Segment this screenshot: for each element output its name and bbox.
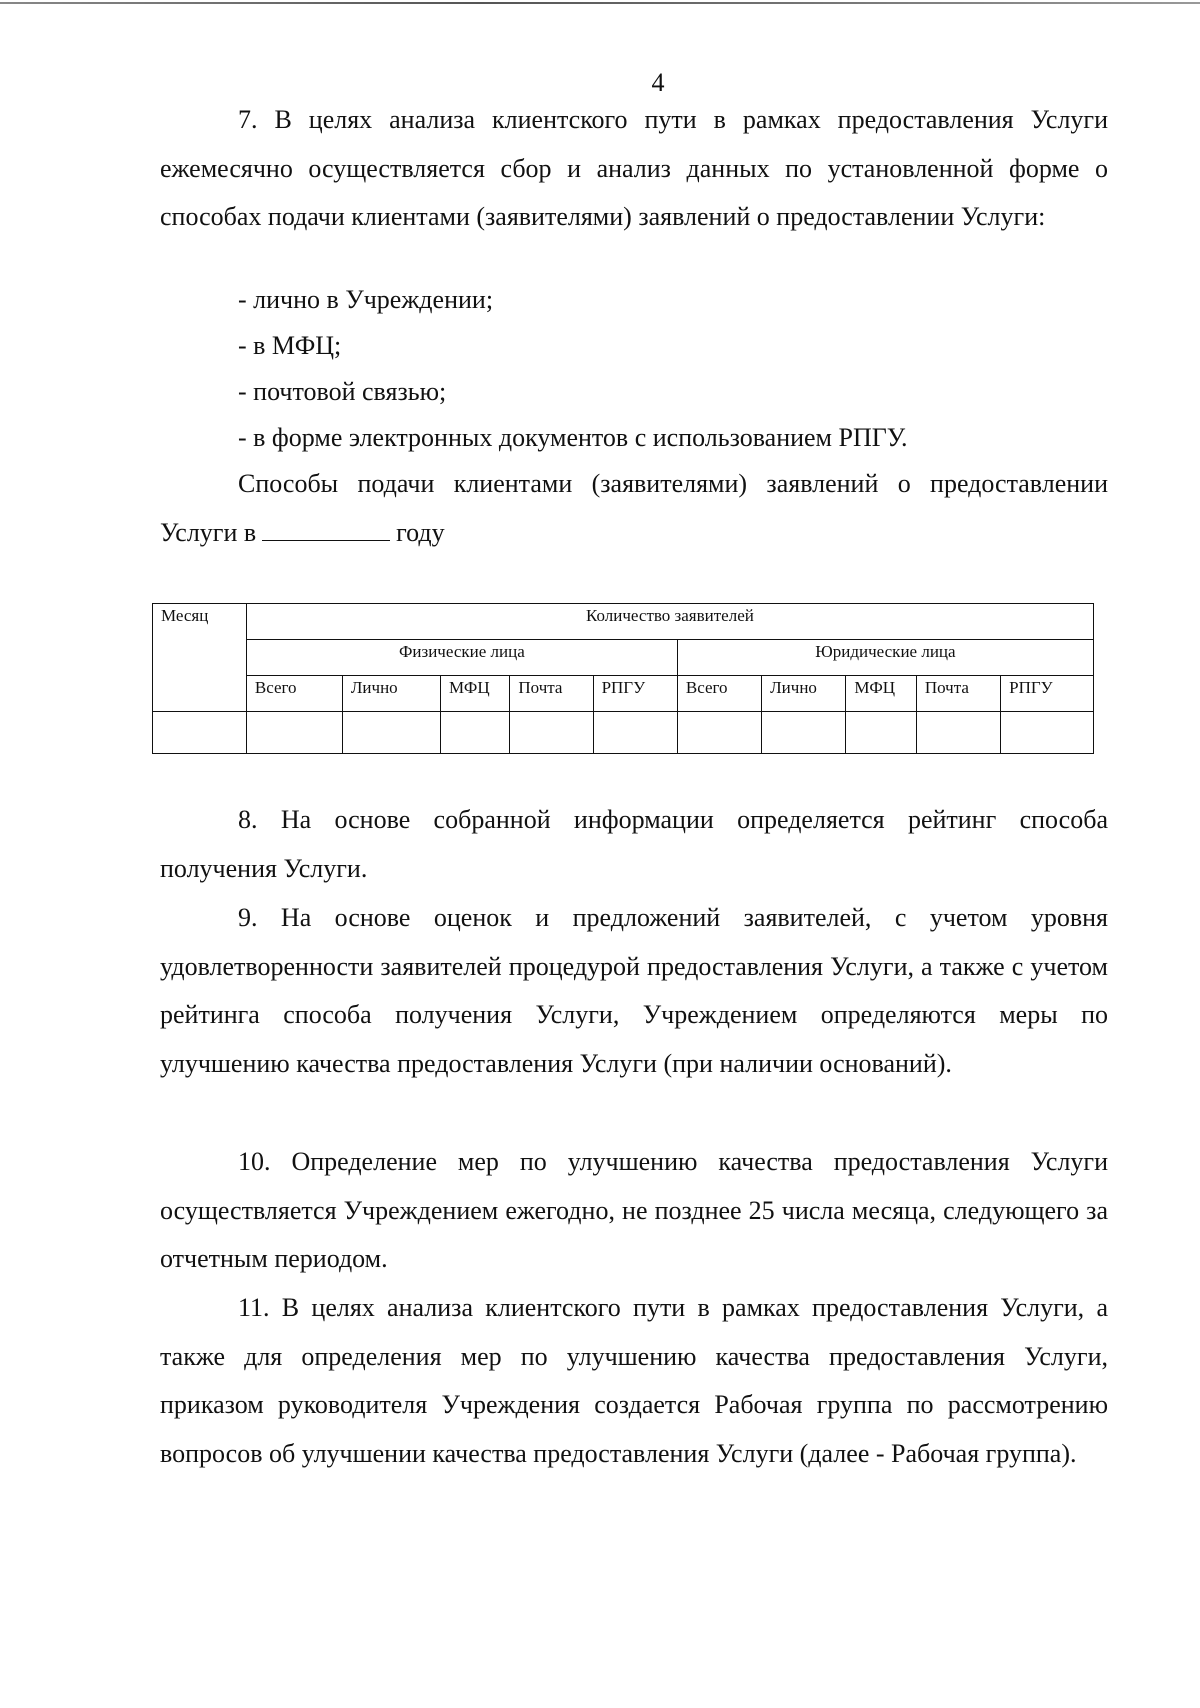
list-item-electronic: - в форме электронных документов с использованием РПГУ. <box>238 423 908 452</box>
table-row <box>153 712 1094 754</box>
applicants-table <box>152 603 1094 754</box>
column-header: Почта <box>510 676 593 712</box>
paragraph-9: 9. На основе оценок и предложений заявителей, с учетом уровня удовлетворенности заявителей процедурой предоставления Услуги, а также с учетом рейтинга способа получения Услуги, Учреждением определяются меры по улучшению качества предоставления Услуги (при наличии оснований). <box>160 903 1108 1078</box>
column-header: Почта <box>916 676 1000 712</box>
year-blank-line <box>262 520 390 541</box>
table-cell <box>510 712 593 754</box>
table-caption <box>160 460 1108 557</box>
table-cell <box>153 712 247 754</box>
column-header: Всего <box>246 676 342 712</box>
page-number: 4 <box>651 68 665 97</box>
table-cell <box>246 712 342 754</box>
table-cell <box>441 712 510 754</box>
legal-entities-header: Юридические лица <box>677 640 1093 676</box>
table-caption-year: году <box>396 517 445 547</box>
top-border-line <box>0 2 1200 4</box>
table-cell <box>593 712 677 754</box>
table-cell <box>846 712 916 754</box>
column-header: Лично <box>342 676 440 712</box>
table-cell <box>762 712 846 754</box>
table-cell <box>1001 712 1094 754</box>
list-item-in-person: - лично в Учреждении; <box>238 285 494 314</box>
month-header: Месяц <box>153 604 247 712</box>
column-header: РПГУ <box>593 676 677 712</box>
paragraph-8: 8. На основе собранной информации определяется рейтинг способа получения Услуги. <box>160 805 1108 883</box>
paragraph-11: 11. В целях анализа клиентского пути в рамках предоставления Услуги, а также для определения мер по улучшению качества предоставления Услуги, приказом руководителя Учреждения создается Рабочая группа по рассмотрению вопросов об улучшении качества предоставления Услуги (далее - Рабочая группа). <box>160 1293 1108 1468</box>
column-header: МФЦ <box>846 676 916 712</box>
count-header: Количество заявителей <box>246 604 1093 640</box>
column-header: РПГУ <box>1001 676 1094 712</box>
column-header: Лично <box>762 676 846 712</box>
physical-persons-header: Физические лица <box>246 640 677 676</box>
table-cell <box>677 712 761 754</box>
list-item-mfc: - в МФЦ; <box>238 331 342 360</box>
table-cell <box>916 712 1000 754</box>
table-caption-text: Способы подачи клиентами (заявителями) заявлений о предоставлении Услуги в <box>160 469 1108 547</box>
table-cell <box>342 712 440 754</box>
paragraph-7: 7. В целях анализа клиентского пути в рамках предоставления Услуги ежемесячно осуществляется сбор и анализ данных по установленной форме о способах подачи клиентами (заявителями) заявлений о предоставлении Услуги: <box>160 105 1108 231</box>
list-item-post: - почтовой связью; <box>238 377 447 406</box>
paragraph-10: 10. Определение мер по улучшению качества предоставления Услуги осуществляется Учреждением ежегодно, не позднее 25 числа месяца, следующего за отчетным периодом. <box>160 1147 1108 1273</box>
column-header: МФЦ <box>441 676 510 712</box>
column-header: Всего <box>677 676 761 712</box>
